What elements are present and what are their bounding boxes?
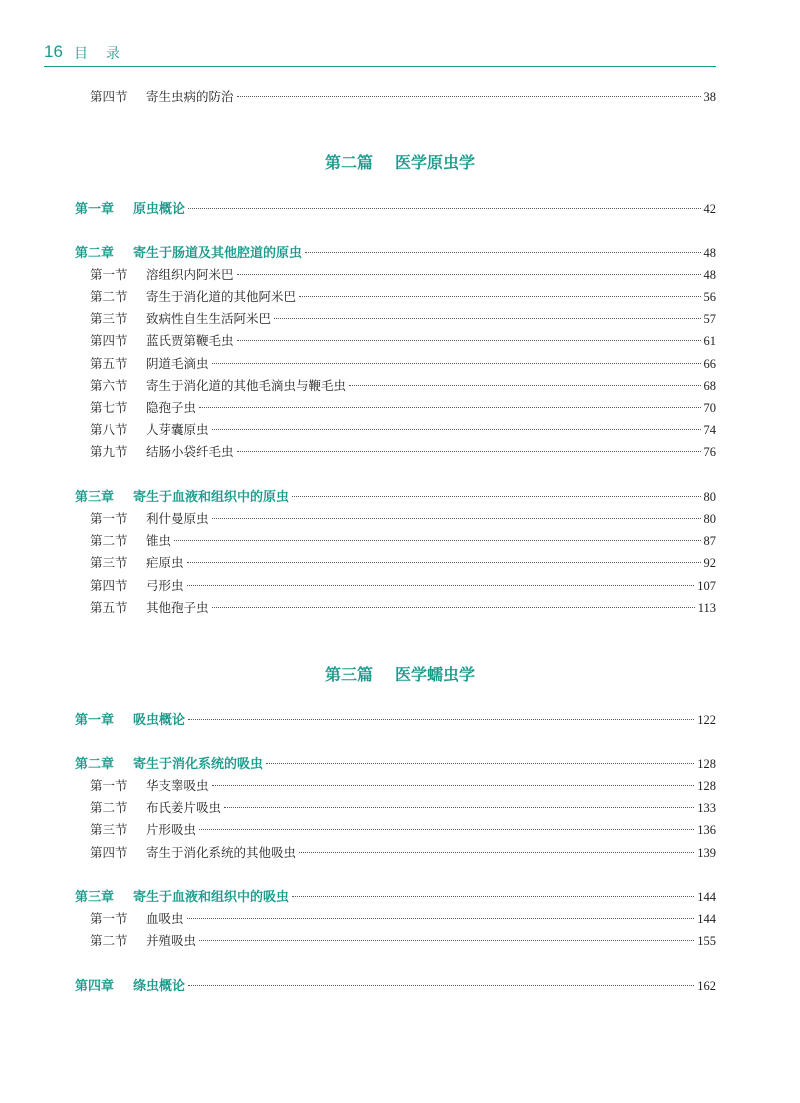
toc-section-row[interactable] bbox=[90, 331, 716, 351]
dot-leader bbox=[237, 274, 701, 275]
toc-section-row[interactable] bbox=[90, 576, 716, 596]
section-number: 第二节 bbox=[90, 800, 128, 815]
page-reference: 38 bbox=[703, 90, 716, 104]
page-reference: 128 bbox=[697, 757, 716, 771]
dot-leader bbox=[188, 985, 694, 986]
section-number: 第五节 bbox=[90, 356, 128, 371]
part-number: 第二篇 bbox=[324, 153, 373, 172]
page-reference: 74 bbox=[703, 423, 716, 437]
section-number: 第四节 bbox=[90, 578, 128, 593]
chapter-title: 寄生于消化系统的吸虫 bbox=[133, 757, 264, 772]
page-header bbox=[44, 42, 716, 67]
toc-section-row[interactable] bbox=[90, 909, 716, 929]
chapter-title: 寄生于肠道及其他腔道的原虫 bbox=[133, 246, 303, 261]
dot-leader bbox=[188, 208, 700, 209]
section-number: 第一节 bbox=[90, 911, 128, 926]
page-reference: 144 bbox=[697, 912, 716, 926]
dot-leader bbox=[349, 385, 700, 386]
section-number: 第八节 bbox=[90, 422, 128, 437]
toc-section-row[interactable] bbox=[90, 820, 716, 840]
chapter-number: 第二章 bbox=[75, 757, 115, 772]
toc-section-row[interactable] bbox=[90, 798, 716, 818]
chapter-title: 寄生于血液和组织中的原虫 bbox=[133, 490, 290, 505]
page-reference: 56 bbox=[703, 290, 716, 304]
page-reference: 66 bbox=[703, 357, 716, 371]
toc-chapter-row[interactable] bbox=[75, 976, 716, 996]
part-heading bbox=[0, 663, 800, 687]
dot-leader bbox=[199, 407, 700, 408]
chapter-number: 第三章 bbox=[75, 490, 115, 505]
section-number: 第二节 bbox=[90, 289, 128, 304]
page-reference: 61 bbox=[703, 334, 716, 348]
dot-leader bbox=[212, 429, 701, 430]
page-reference: 57 bbox=[703, 312, 716, 326]
section-number: 第一节 bbox=[90, 511, 128, 526]
dot-leader bbox=[212, 607, 695, 608]
page-reference: 68 bbox=[703, 379, 716, 393]
section-number: 第二节 bbox=[90, 533, 128, 548]
section-number: 第四节 bbox=[90, 89, 128, 104]
section-title: 阴道毛滴虫 bbox=[146, 356, 209, 371]
section-number: 第三节 bbox=[90, 822, 128, 837]
section-title: 其他孢子虫 bbox=[146, 600, 209, 615]
toc-section-row[interactable] bbox=[90, 843, 716, 863]
dot-leader bbox=[299, 296, 700, 297]
section-title: 弓形虫 bbox=[146, 578, 184, 593]
part-heading bbox=[0, 151, 800, 175]
page-number: 16 bbox=[44, 42, 63, 61]
toc-section-row[interactable] bbox=[90, 553, 716, 573]
dot-leader bbox=[292, 496, 700, 497]
section-number: 第六节 bbox=[90, 378, 128, 393]
toc-section-row[interactable] bbox=[90, 354, 716, 374]
dot-leader bbox=[187, 918, 695, 919]
toc-chapter-row[interactable] bbox=[75, 754, 716, 774]
page-reference: 128 bbox=[697, 779, 716, 793]
section-title: 致病性自生生活阿米巴 bbox=[146, 311, 272, 326]
section-title: 布氏姜片吸虫 bbox=[146, 800, 222, 815]
toc-chapter-row[interactable] bbox=[75, 199, 716, 219]
section-number: 第二节 bbox=[90, 933, 128, 948]
chapter-title: 吸虫概论 bbox=[133, 713, 186, 728]
dot-leader bbox=[274, 318, 700, 319]
section-title: 华支睾吸虫 bbox=[146, 778, 209, 793]
dot-leader bbox=[292, 896, 694, 897]
dot-leader bbox=[212, 518, 701, 519]
page-reference: 133 bbox=[697, 801, 716, 815]
toc-section-row[interactable] bbox=[90, 531, 716, 551]
part-number: 第三篇 bbox=[324, 665, 373, 684]
section-title: 利什曼原虫 bbox=[146, 511, 209, 526]
page-reference: 70 bbox=[703, 401, 716, 415]
page-reference: 80 bbox=[703, 490, 716, 504]
dot-leader bbox=[266, 763, 694, 764]
section-title: 片形吸虫 bbox=[146, 822, 197, 837]
page-reference: 139 bbox=[697, 846, 716, 860]
section-title: 寄生于消化道的其他毛滴虫与鞭毛虫 bbox=[146, 378, 347, 393]
dot-leader bbox=[212, 785, 695, 786]
toc-chapter-row[interactable] bbox=[75, 487, 716, 507]
page-reference: 48 bbox=[703, 246, 716, 260]
toc-section-row[interactable] bbox=[90, 509, 716, 529]
page-reference: 162 bbox=[697, 979, 716, 993]
page-reference: 155 bbox=[697, 934, 716, 948]
section-number: 第一节 bbox=[90, 778, 128, 793]
section-title: 隐孢子虫 bbox=[146, 400, 197, 415]
toc-section-row[interactable] bbox=[90, 376, 716, 396]
dot-leader bbox=[212, 363, 701, 364]
section-number: 第五节 bbox=[90, 600, 128, 615]
section-number: 第一节 bbox=[90, 267, 128, 282]
section-number: 第三节 bbox=[90, 311, 128, 326]
section-title: 并殖吸虫 bbox=[146, 933, 197, 948]
page-reference: 80 bbox=[703, 512, 716, 526]
page-reference: 113 bbox=[697, 601, 716, 615]
header-title: 目录 bbox=[74, 46, 138, 62]
chapter-number: 第三章 bbox=[75, 890, 115, 905]
dot-leader bbox=[174, 540, 700, 541]
dot-leader bbox=[187, 585, 695, 586]
section-title: 人芽囊原虫 bbox=[146, 422, 209, 437]
toc-chapter-row[interactable] bbox=[75, 243, 716, 263]
toc-section-row[interactable] bbox=[90, 265, 716, 285]
toc-section-row[interactable] bbox=[90, 420, 716, 440]
page-reference: 144 bbox=[697, 890, 716, 904]
section-title: 血吸虫 bbox=[146, 911, 184, 926]
section-title: 寄生于消化道的其他阿米巴 bbox=[146, 289, 297, 304]
dot-leader bbox=[237, 340, 701, 341]
section-title: 蓝氏贾第鞭毛虫 bbox=[146, 333, 234, 348]
chapter-title: 寄生于血液和组织中的吸虫 bbox=[133, 890, 290, 905]
chapter-number: 第一章 bbox=[75, 202, 115, 217]
dot-leader bbox=[199, 940, 694, 941]
section-title: 寄生于消化系统的其他吸虫 bbox=[146, 845, 297, 860]
toc-section-row[interactable] bbox=[90, 87, 716, 107]
part-title: 医学蠕虫学 bbox=[395, 665, 476, 684]
dot-leader bbox=[188, 719, 694, 720]
section-title: 疟原虫 bbox=[146, 555, 184, 570]
dot-leader bbox=[305, 252, 700, 253]
toc-section-row[interactable] bbox=[90, 776, 716, 796]
chapter-number: 第一章 bbox=[75, 713, 115, 728]
page-reference: 107 bbox=[697, 579, 716, 593]
chapter-number: 第二章 bbox=[75, 246, 115, 261]
part-title: 医学原虫学 bbox=[395, 153, 476, 172]
dot-leader bbox=[224, 807, 694, 808]
toc-section-row[interactable] bbox=[90, 598, 716, 618]
dot-leader bbox=[237, 451, 701, 452]
toc-section-row[interactable] bbox=[90, 931, 716, 951]
chapter-title: 绦虫概论 bbox=[133, 979, 186, 994]
toc-section-row[interactable] bbox=[90, 398, 716, 418]
page-reference: 87 bbox=[703, 534, 716, 548]
section-number: 第四节 bbox=[90, 845, 128, 860]
toc-section-row[interactable] bbox=[90, 309, 716, 329]
section-number: 第三节 bbox=[90, 555, 128, 570]
page-reference: 42 bbox=[703, 202, 716, 216]
page-reference: 122 bbox=[697, 713, 716, 727]
dot-leader bbox=[299, 852, 694, 853]
chapter-title: 原虫概论 bbox=[133, 202, 186, 217]
toc-chapter-row[interactable] bbox=[75, 710, 716, 730]
section-number: 第七节 bbox=[90, 400, 128, 415]
chapter-number: 第四章 bbox=[75, 979, 115, 994]
section-number: 第四节 bbox=[90, 333, 128, 348]
page-reference: 76 bbox=[703, 445, 716, 459]
section-title: 溶组织内阿米巴 bbox=[146, 267, 234, 282]
toc-section-row[interactable] bbox=[90, 442, 716, 462]
dot-leader bbox=[237, 96, 701, 97]
page-reference: 136 bbox=[697, 823, 716, 837]
page-reference: 48 bbox=[703, 268, 716, 282]
toc-chapter-row[interactable] bbox=[75, 887, 716, 907]
toc-section-row[interactable] bbox=[90, 287, 716, 307]
page-reference: 92 bbox=[703, 556, 716, 570]
dot-leader bbox=[199, 829, 694, 830]
section-number: 第九节 bbox=[90, 444, 128, 459]
section-title: 寄生虫病的防治 bbox=[146, 89, 234, 104]
section-title: 锥虫 bbox=[146, 533, 172, 548]
section-title: 结肠小袋纤毛虫 bbox=[146, 444, 234, 459]
dot-leader bbox=[187, 562, 701, 563]
